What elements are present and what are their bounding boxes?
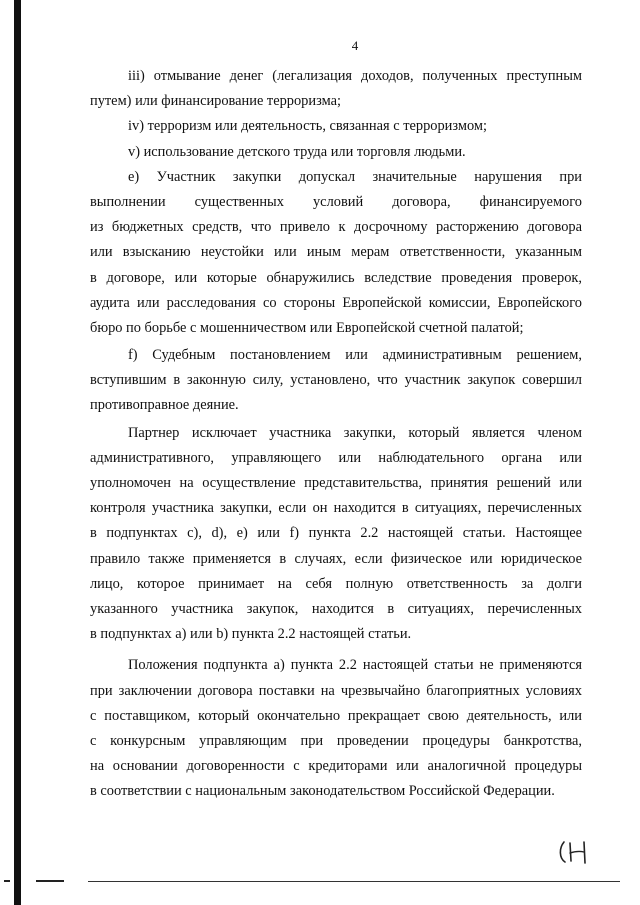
text-line: контроля участника закупки, если он находится в ситуациях, перечисленных	[90, 500, 582, 517]
text-line: уполномочен на осуществление представительства, принятия решений или	[90, 475, 582, 491]
text-line: в договоре, или которые обнаружились вследствие проведения проверок,	[90, 269, 582, 286]
text-line: бюро по борьбе с мошенничеством или Европейской счетной палатой;	[90, 319, 524, 336]
footer-rule-tick	[4, 880, 10, 882]
text-line: административного, управляющего или наблюдательного органа или	[90, 449, 582, 466]
text-line: в подпунктах a) или b) пункта 2.2 настоящей статьи.	[90, 626, 412, 643]
paragraph-item-v	[90, 140, 582, 165]
text-line: при заключении договора поставки на чрезвычайно благоприятных условиях	[90, 682, 582, 699]
text-line: на основании договоренности с кредиторами или аналогичной процедуры	[90, 758, 582, 775]
text-line: противоправное деяние.	[90, 397, 239, 414]
text-line: Положения подпункта a) пункта 2.2 настоящей статьи не применяются	[128, 657, 582, 674]
text-line: с поставщиком, который окончательно прекращает свою деятельность, или	[90, 707, 582, 724]
paragraph-item-iii	[90, 64, 582, 114]
text-line: выполнении существенных условий договора, финансируемого	[90, 193, 582, 210]
text-line: аудита или расследования со стороны Европейской комиссии, Европейского	[90, 294, 582, 311]
text-line: лицо, которое принимает на себя полную ответственность за долги	[90, 575, 582, 592]
text-line: или взысканию неустойки или иным мерам ответственности, указанным	[90, 244, 582, 261]
text-line: iii) отмывание денег (легализация доходов, полученных преступным	[128, 68, 582, 84]
text-line: из бюджетных средств, что привело к досрочному расторжению договора	[90, 219, 582, 236]
page-number: 4	[351, 38, 359, 53]
paragraph-item-e	[90, 165, 582, 341]
text-line: указанного участника закупок, находится в ситуациях, перечисленных	[90, 600, 582, 617]
handwritten-initials	[556, 836, 596, 866]
text-line: Партнер исключает участника закупки, который является членом	[128, 424, 582, 441]
text-line: iv) терроризм или деятельность, связанная с терроризмом;	[128, 118, 487, 135]
text-line: e) Участник закупки допускал значительные нарушения при	[128, 168, 582, 185]
text-line: f) Судебным постановлением или административным решением,	[128, 347, 582, 364]
text-line: вступившим в законную силу, установлено, что участник закупок совершил	[90, 372, 582, 389]
footer-rule-left	[36, 880, 64, 882]
footer-rule	[88, 881, 620, 882]
paragraph-item-f	[90, 343, 582, 419]
paragraph-partner-exclusion	[90, 421, 582, 648]
text-line: правило также применяется в случаях, если физическое или юридическое	[90, 550, 582, 567]
text-line: v) использование детского труда или торговля людьми.	[128, 143, 466, 160]
scan-edge-bar	[14, 0, 21, 905]
text-line: путем) или финансирование терроризма;	[90, 93, 341, 110]
text-line: с конкурсным управляющим при проведении процедуры банкротства,	[90, 732, 582, 749]
paragraph-provisions	[90, 653, 582, 804]
paragraph-item-iv	[90, 114, 582, 139]
document-body	[90, 64, 582, 804]
text-line: в подпунктах c), d), e) или f) пункта 2.2 настоящей статьи. Настоящее	[90, 525, 582, 542]
text-line: в соответствии с национальным законодательством Российской Федерации.	[90, 783, 555, 800]
